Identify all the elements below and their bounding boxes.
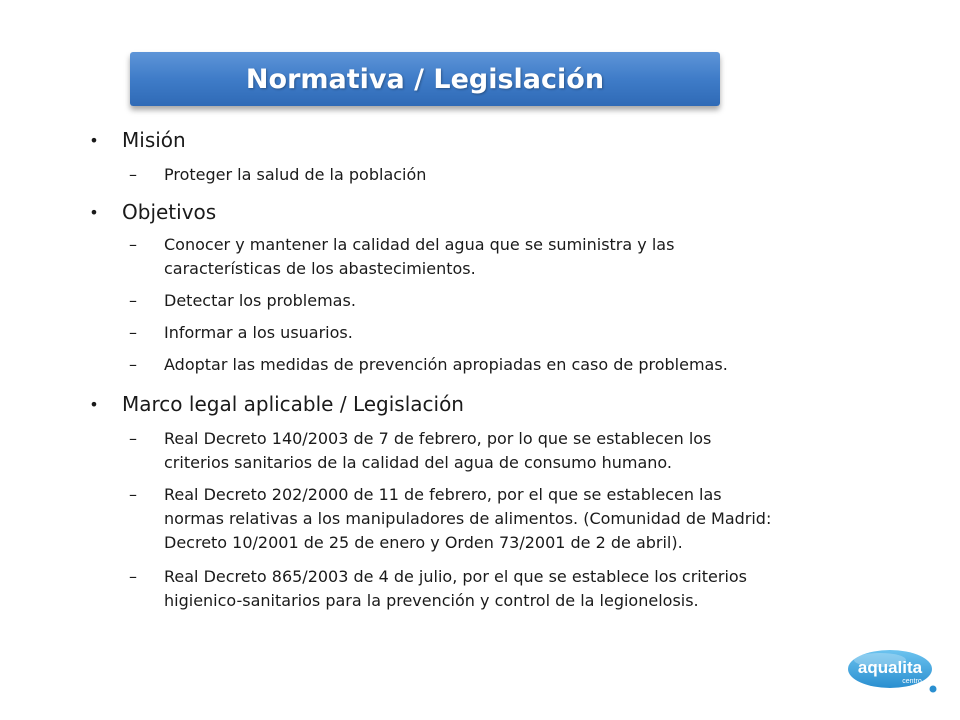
list-item-continuation: normas relativas a los manipuladores de alimentos. (Comunidad de Madrid: (164, 509, 772, 528)
list-item-continuation: Decreto 10/2001 de 25 de enero y Orden 73/2001 de 2 de abril). (164, 533, 683, 552)
list-item-continuation: higienico-sanitarios para la prevención y control de la legionelosis. (164, 591, 699, 610)
list-item: Conocer y mantener la calidad del agua que se suministra y las (164, 235, 675, 254)
list-item: Real Decreto 202/2000 de 11 de febrero, por el que se establecen las (164, 485, 722, 504)
slide-title: Normativa / Legislación (245, 63, 605, 95)
dash-icon: – (129, 567, 137, 586)
section-heading-objetivos: Objetivos (122, 200, 217, 224)
aqualita-logo (846, 648, 938, 694)
list-item: Proteger la salud de la población (164, 165, 427, 184)
list-item: Adoptar las medidas de prevención apropiadas en caso de problemas. (164, 355, 728, 374)
dash-icon: – (129, 429, 137, 448)
logo-small-drop (930, 686, 937, 693)
dash-icon: – (129, 235, 137, 254)
list-item: Real Decreto 865/2003 de 4 de julio, por el que se establece los criterios (164, 567, 748, 586)
list-item-continuation: criterios sanitarios de la calidad del agua de consumo humano. (164, 453, 673, 472)
dash-icon: – (129, 165, 137, 184)
section-heading-mision: Misión (122, 128, 186, 152)
list-item: Detectar los problemas. (164, 291, 356, 310)
list-item-continuation: características de los abastecimientos. (164, 259, 476, 278)
bullet-icon: • (89, 394, 99, 414)
dash-icon: – (129, 323, 137, 342)
logo-sub-text: centro (902, 678, 922, 685)
title-banner (130, 52, 720, 106)
list-item: Real Decreto 140/2003 de 7 de febrero, por lo que se establecen los (164, 429, 712, 448)
dash-icon: – (129, 485, 137, 504)
dash-icon: – (129, 291, 137, 310)
bullet-icon: • (89, 202, 99, 222)
section-heading-marco-legal: Marco legal aplicable / Legislación (122, 392, 464, 416)
dash-icon: – (129, 355, 137, 374)
bullet-icon: • (89, 130, 99, 150)
logo-brand-text: aqualita (857, 658, 923, 677)
list-item: Informar a los usuarios. (164, 323, 353, 342)
